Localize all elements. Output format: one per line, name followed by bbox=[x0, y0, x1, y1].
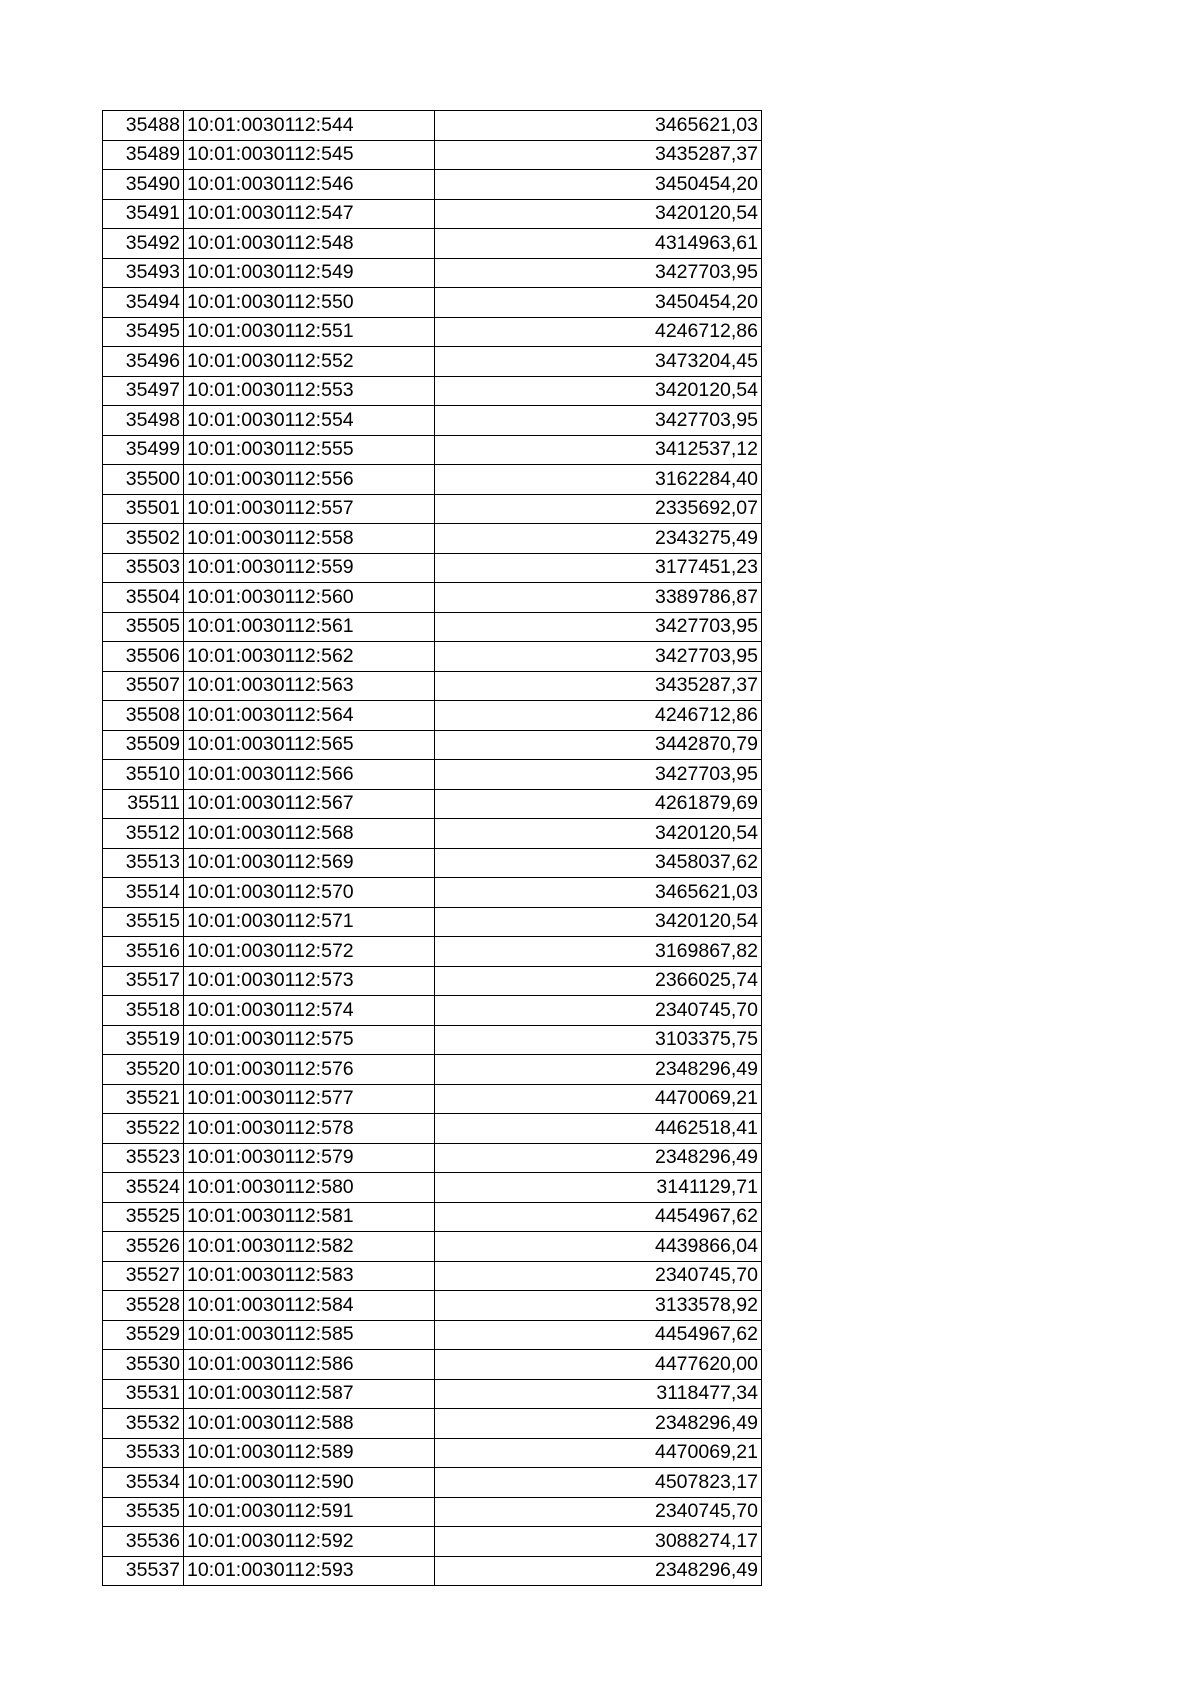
cadastral-number-cell: 10:01:0030112:556 bbox=[184, 465, 435, 495]
cadastral-number-cell: 10:01:0030112:545 bbox=[184, 140, 435, 170]
cadastral-number-cell: 10:01:0030112:561 bbox=[184, 612, 435, 642]
cadastral-value-cell: 4477620,00 bbox=[435, 1350, 762, 1380]
table-row bbox=[103, 907, 762, 937]
table-row bbox=[103, 1497, 762, 1527]
cadastral-value-cell: 4470069,21 bbox=[435, 1438, 762, 1468]
row-number-cell: 35533 bbox=[103, 1438, 184, 1468]
cadastral-number-cell: 10:01:0030112:573 bbox=[184, 966, 435, 996]
table-body bbox=[103, 111, 762, 1586]
cadastral-value-cell: 3473204,45 bbox=[435, 347, 762, 377]
cadastral-number-cell: 10:01:0030112:567 bbox=[184, 789, 435, 819]
cadastral-number-cell: 10:01:0030112:559 bbox=[184, 553, 435, 583]
cadastral-value-cell: 3465621,03 bbox=[435, 111, 762, 141]
row-number-cell: 35493 bbox=[103, 258, 184, 288]
row-number-cell: 35521 bbox=[103, 1084, 184, 1114]
cadastral-number-cell: 10:01:0030112:577 bbox=[184, 1084, 435, 1114]
table-row bbox=[103, 1291, 762, 1321]
cadastral-number-cell: 10:01:0030112:570 bbox=[184, 878, 435, 908]
cadastral-value-cell: 3450454,20 bbox=[435, 288, 762, 318]
row-number-cell: 35532 bbox=[103, 1409, 184, 1439]
table-row bbox=[103, 229, 762, 259]
table-row bbox=[103, 730, 762, 760]
row-number-cell: 35505 bbox=[103, 612, 184, 642]
cadastral-number-cell: 10:01:0030112:557 bbox=[184, 494, 435, 524]
cadastral-number-cell: 10:01:0030112:547 bbox=[184, 199, 435, 229]
cadastral-number-cell: 10:01:0030112:580 bbox=[184, 1173, 435, 1203]
cadastral-number-cell: 10:01:0030112:555 bbox=[184, 435, 435, 465]
table-row bbox=[103, 494, 762, 524]
row-number-cell: 35503 bbox=[103, 553, 184, 583]
cadastral-value-cell: 3420120,54 bbox=[435, 907, 762, 937]
table-row bbox=[103, 465, 762, 495]
cadastral-value-cell: 4462518,41 bbox=[435, 1114, 762, 1144]
cadastral-number-cell: 10:01:0030112:578 bbox=[184, 1114, 435, 1144]
table-row bbox=[103, 288, 762, 318]
table-row bbox=[103, 1025, 762, 1055]
table-row bbox=[103, 642, 762, 672]
row-number-cell: 35524 bbox=[103, 1173, 184, 1203]
cadastral-number-cell: 10:01:0030112:549 bbox=[184, 258, 435, 288]
table-row bbox=[103, 937, 762, 967]
cadastral-value-cell: 4454967,62 bbox=[435, 1320, 762, 1350]
cadastral-number-cell: 10:01:0030112:548 bbox=[184, 229, 435, 259]
cadastral-value-cell: 3162284,40 bbox=[435, 465, 762, 495]
table-row bbox=[103, 553, 762, 583]
table-row bbox=[103, 524, 762, 554]
row-number-cell: 35490 bbox=[103, 170, 184, 200]
table-row bbox=[103, 1055, 762, 1085]
table-row bbox=[103, 140, 762, 170]
cadastral-value-cell: 2340745,70 bbox=[435, 996, 762, 1026]
cadastral-value-cell: 3118477,34 bbox=[435, 1379, 762, 1409]
cadastral-value-cell: 2348296,49 bbox=[435, 1143, 762, 1173]
table-row bbox=[103, 1438, 762, 1468]
cadastral-value-cell: 3420120,54 bbox=[435, 376, 762, 406]
row-number-cell: 35497 bbox=[103, 376, 184, 406]
cadastral-number-cell: 10:01:0030112:564 bbox=[184, 701, 435, 731]
cadastral-number-cell: 10:01:0030112:582 bbox=[184, 1232, 435, 1262]
table-row bbox=[103, 376, 762, 406]
cadastral-value-cell: 2348296,49 bbox=[435, 1556, 762, 1586]
cadastral-number-cell: 10:01:0030112:562 bbox=[184, 642, 435, 672]
row-number-cell: 35537 bbox=[103, 1556, 184, 1586]
row-number-cell: 35513 bbox=[103, 848, 184, 878]
cadastral-value-cell: 3177451,23 bbox=[435, 553, 762, 583]
row-number-cell: 35498 bbox=[103, 406, 184, 436]
cadastral-number-cell: 10:01:0030112:584 bbox=[184, 1291, 435, 1321]
table-row bbox=[103, 258, 762, 288]
cadastral-value-cell: 3141129,71 bbox=[435, 1173, 762, 1203]
cadastral-number-cell: 10:01:0030112:590 bbox=[184, 1468, 435, 1498]
table-row bbox=[103, 583, 762, 613]
cadastral-number-cell: 10:01:0030112:574 bbox=[184, 996, 435, 1026]
cadastral-value-cell: 3450454,20 bbox=[435, 170, 762, 200]
cadastral-number-cell: 10:01:0030112:568 bbox=[184, 819, 435, 849]
row-number-cell: 35510 bbox=[103, 760, 184, 790]
cadastral-value-cell: 2335692,07 bbox=[435, 494, 762, 524]
row-number-cell: 35499 bbox=[103, 435, 184, 465]
table-row bbox=[103, 435, 762, 465]
cadastral-number-cell: 10:01:0030112:588 bbox=[184, 1409, 435, 1439]
cadastral-number-cell: 10:01:0030112:583 bbox=[184, 1261, 435, 1291]
cadastral-value-cell: 3435287,37 bbox=[435, 671, 762, 701]
cadastral-number-cell: 10:01:0030112:591 bbox=[184, 1497, 435, 1527]
row-number-cell: 35512 bbox=[103, 819, 184, 849]
cadastral-number-cell: 10:01:0030112:544 bbox=[184, 111, 435, 141]
row-number-cell: 35536 bbox=[103, 1527, 184, 1557]
cadastral-value-cell: 3465621,03 bbox=[435, 878, 762, 908]
cadastral-value-cell: 3427703,95 bbox=[435, 612, 762, 642]
row-number-cell: 35506 bbox=[103, 642, 184, 672]
table-row bbox=[103, 966, 762, 996]
row-number-cell: 35500 bbox=[103, 465, 184, 495]
row-number-cell: 35526 bbox=[103, 1232, 184, 1262]
cadastral-number-cell: 10:01:0030112:593 bbox=[184, 1556, 435, 1586]
cadastral-value-cell: 3420120,54 bbox=[435, 819, 762, 849]
cadastral-number-cell: 10:01:0030112:581 bbox=[184, 1202, 435, 1232]
table-row bbox=[103, 612, 762, 642]
table-row bbox=[103, 848, 762, 878]
table-row bbox=[103, 406, 762, 436]
cadastral-value-cell: 3427703,95 bbox=[435, 642, 762, 672]
table-row bbox=[103, 1261, 762, 1291]
cadastral-value-cell: 3103375,75 bbox=[435, 1025, 762, 1055]
table-row bbox=[103, 1232, 762, 1262]
table-row bbox=[103, 1379, 762, 1409]
row-number-cell: 35534 bbox=[103, 1468, 184, 1498]
cadastral-number-cell: 10:01:0030112:552 bbox=[184, 347, 435, 377]
row-number-cell: 35494 bbox=[103, 288, 184, 318]
table-row bbox=[103, 789, 762, 819]
table-row bbox=[103, 1409, 762, 1439]
cadastral-number-cell: 10:01:0030112:553 bbox=[184, 376, 435, 406]
row-number-cell: 35531 bbox=[103, 1379, 184, 1409]
row-number-cell: 35528 bbox=[103, 1291, 184, 1321]
cadastral-number-cell: 10:01:0030112:575 bbox=[184, 1025, 435, 1055]
cadastral-number-cell: 10:01:0030112:587 bbox=[184, 1379, 435, 1409]
cadastral-value-cell: 3412537,12 bbox=[435, 435, 762, 465]
row-number-cell: 35509 bbox=[103, 730, 184, 760]
table-row bbox=[103, 1202, 762, 1232]
cadastral-value-cell: 4507823,17 bbox=[435, 1468, 762, 1498]
cadastral-value-cell: 4470069,21 bbox=[435, 1084, 762, 1114]
cadastral-number-cell: 10:01:0030112:576 bbox=[184, 1055, 435, 1085]
cadastral-value-cell: 2340745,70 bbox=[435, 1497, 762, 1527]
cadastral-number-cell: 10:01:0030112:585 bbox=[184, 1320, 435, 1350]
cadastral-number-cell: 10:01:0030112:563 bbox=[184, 671, 435, 701]
row-number-cell: 35501 bbox=[103, 494, 184, 524]
table-row bbox=[103, 1084, 762, 1114]
cadastral-value-cell: 4261879,69 bbox=[435, 789, 762, 819]
cadastral-number-cell: 10:01:0030112:569 bbox=[184, 848, 435, 878]
row-number-cell: 35520 bbox=[103, 1055, 184, 1085]
row-number-cell: 35523 bbox=[103, 1143, 184, 1173]
row-number-cell: 35518 bbox=[103, 996, 184, 1026]
cadastral-value-cell: 2348296,49 bbox=[435, 1055, 762, 1085]
cadastral-value-cell: 3427703,95 bbox=[435, 258, 762, 288]
table-row bbox=[103, 1320, 762, 1350]
row-number-cell: 35530 bbox=[103, 1350, 184, 1380]
cadastral-value-cell: 3427703,95 bbox=[435, 760, 762, 790]
row-number-cell: 35496 bbox=[103, 347, 184, 377]
cadastral-number-cell: 10:01:0030112:571 bbox=[184, 907, 435, 937]
table-row bbox=[103, 1350, 762, 1380]
table-row bbox=[103, 1143, 762, 1173]
table-row bbox=[103, 1527, 762, 1557]
cadastral-value-cell: 3389786,87 bbox=[435, 583, 762, 613]
cadastral-value-cell: 4439866,04 bbox=[435, 1232, 762, 1262]
row-number-cell: 35535 bbox=[103, 1497, 184, 1527]
table-row bbox=[103, 1556, 762, 1586]
table-row bbox=[103, 170, 762, 200]
cadastral-number-cell: 10:01:0030112:551 bbox=[184, 317, 435, 347]
cadastral-value-cell: 4314963,61 bbox=[435, 229, 762, 259]
cadastral-value-cell: 3420120,54 bbox=[435, 199, 762, 229]
cadastral-value-cell: 3427703,95 bbox=[435, 406, 762, 436]
cadastral-number-cell: 10:01:0030112:565 bbox=[184, 730, 435, 760]
cadastral-value-cell: 4246712,86 bbox=[435, 701, 762, 731]
cadastral-number-cell: 10:01:0030112:546 bbox=[184, 170, 435, 200]
row-number-cell: 35488 bbox=[103, 111, 184, 141]
row-number-cell: 35515 bbox=[103, 907, 184, 937]
cadastral-number-cell: 10:01:0030112:550 bbox=[184, 288, 435, 318]
row-number-cell: 35511 bbox=[103, 789, 184, 819]
cadastral-number-cell: 10:01:0030112:560 bbox=[184, 583, 435, 613]
cadastral-number-cell: 10:01:0030112:554 bbox=[184, 406, 435, 436]
cadastral-value-cell: 2366025,74 bbox=[435, 966, 762, 996]
row-number-cell: 35514 bbox=[103, 878, 184, 908]
row-number-cell: 35502 bbox=[103, 524, 184, 554]
table-row bbox=[103, 878, 762, 908]
cadastral-value-cell: 2348296,49 bbox=[435, 1409, 762, 1439]
table-row bbox=[103, 1468, 762, 1498]
cadastral-number-cell: 10:01:0030112:558 bbox=[184, 524, 435, 554]
cadastral-number-cell: 10:01:0030112:586 bbox=[184, 1350, 435, 1380]
table-row bbox=[103, 111, 762, 141]
cadastral-number-cell: 10:01:0030112:572 bbox=[184, 937, 435, 967]
cadastral-value-cell: 3133578,92 bbox=[435, 1291, 762, 1321]
row-number-cell: 35525 bbox=[103, 1202, 184, 1232]
row-number-cell: 35522 bbox=[103, 1114, 184, 1144]
table-row bbox=[103, 819, 762, 849]
row-number-cell: 35519 bbox=[103, 1025, 184, 1055]
row-number-cell: 35507 bbox=[103, 671, 184, 701]
cadastral-value-cell: 2340745,70 bbox=[435, 1261, 762, 1291]
table-row bbox=[103, 317, 762, 347]
table-row bbox=[103, 760, 762, 790]
cadastral-value-cell: 3442870,79 bbox=[435, 730, 762, 760]
row-number-cell: 35492 bbox=[103, 229, 184, 259]
cadastral-number-cell: 10:01:0030112:579 bbox=[184, 1143, 435, 1173]
cadastral-value-cell: 4246712,86 bbox=[435, 317, 762, 347]
cadastral-number-cell: 10:01:0030112:592 bbox=[184, 1527, 435, 1557]
table-row bbox=[103, 701, 762, 731]
cadastral-value-cell: 3169867,82 bbox=[435, 937, 762, 967]
table-row bbox=[103, 199, 762, 229]
cadastral-number-cell: 10:01:0030112:589 bbox=[184, 1438, 435, 1468]
cadastral-value-cell: 2343275,49 bbox=[435, 524, 762, 554]
table-row bbox=[103, 1114, 762, 1144]
cadastral-value-cell: 4454967,62 bbox=[435, 1202, 762, 1232]
cadastral-number-cell: 10:01:0030112:566 bbox=[184, 760, 435, 790]
table-row bbox=[103, 996, 762, 1026]
row-number-cell: 35517 bbox=[103, 966, 184, 996]
table-row bbox=[103, 347, 762, 377]
cadastral-value-table bbox=[102, 110, 762, 1586]
row-number-cell: 35529 bbox=[103, 1320, 184, 1350]
row-number-cell: 35491 bbox=[103, 199, 184, 229]
cadastral-value-cell: 3435287,37 bbox=[435, 140, 762, 170]
row-number-cell: 35489 bbox=[103, 140, 184, 170]
row-number-cell: 35504 bbox=[103, 583, 184, 613]
cadastral-value-cell: 3088274,17 bbox=[435, 1527, 762, 1557]
table-row bbox=[103, 671, 762, 701]
row-number-cell: 35527 bbox=[103, 1261, 184, 1291]
row-number-cell: 35508 bbox=[103, 701, 184, 731]
cadastral-value-cell: 3458037,62 bbox=[435, 848, 762, 878]
row-number-cell: 35516 bbox=[103, 937, 184, 967]
row-number-cell: 35495 bbox=[103, 317, 184, 347]
table-row bbox=[103, 1173, 762, 1203]
